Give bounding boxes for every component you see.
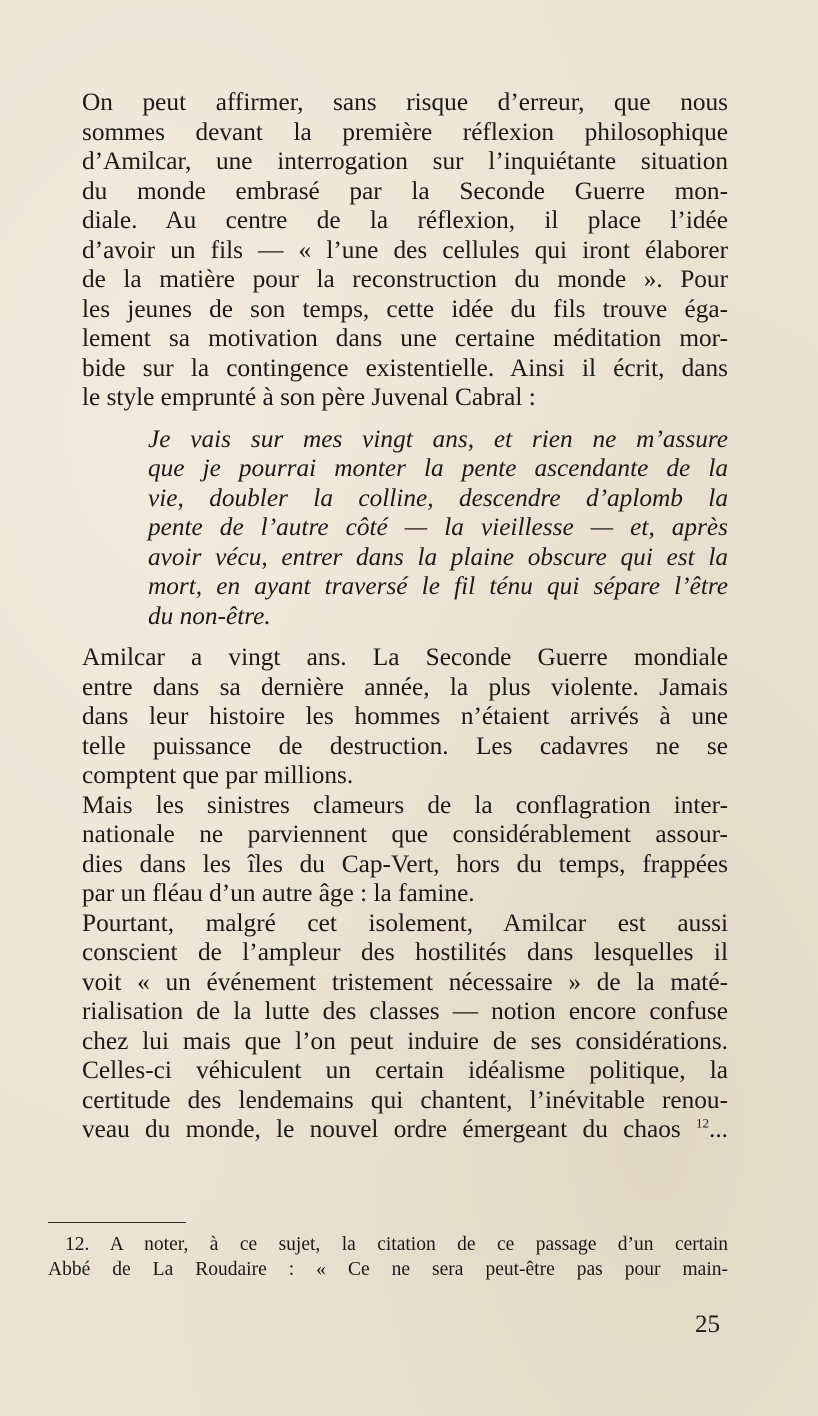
text-line-with-note [48, 1115, 728, 1145]
text-line: bide sur la contingence existentielle. Ainsi il écrit, dans [82, 353, 728, 382]
text-line: dies dans les îles du Cap-Vert, hors du temps, frappées [82, 849, 728, 878]
text-line: le style emprunté à son père Juvenal Cabral : [82, 383, 536, 411]
text-line: les jeunes de son temps, cette idée du fils trouve éga- [82, 294, 728, 323]
text-line: sommes devant la première réflexion philosophique [82, 117, 728, 146]
quote-line: avoir vécu, entrer dans la plaine obscure qui est la [148, 542, 728, 571]
text-line: de la matière pour la reconstruction du monde ». Pour [82, 265, 728, 293]
text-line: d’avoir un fils — « l’une des cellules qui iront élaborer [82, 235, 728, 264]
text-line: comptent que par millions. [82, 761, 354, 789]
text-fragment: veau du monde, le nouvel ordre émergeant du chaos [82, 1115, 681, 1143]
quote-line: du non-être. [148, 601, 271, 630]
text-line: du monde embrasé par la Seconde Guerre mon- [82, 176, 728, 205]
paragraph-4 [48, 909, 728, 1145]
page-number: 25 [695, 1311, 720, 1338]
text-line: Amilcar a vingt ans. La Seconde Guerre mondiale [82, 643, 728, 671]
footnote-reference: 12 [696, 1115, 710, 1131]
quote-line: que je pourrai monter la pente ascendante de la [148, 454, 728, 482]
footnote-line: 12. A noter, à ce sujet, la citation de ce passage d’un certain [65, 1234, 728, 1255]
text-line: Pourtant, malgré cet isolement, Amilcar est aussi [82, 908, 728, 937]
quote-line: Je vais sur mes vingt ans, et rien ne m’assure [148, 424, 728, 453]
text-line: chez lui mais que l’on peut induire de ses considérations. [82, 1026, 728, 1055]
paragraph-1 [48, 88, 728, 413]
ellipsis: ... [709, 1115, 728, 1143]
text-line: entre dans sa dernière année, la plus violente. Jamais [82, 672, 728, 701]
quote-line: vie, doubler la colline, descendre d’aplomb la [148, 483, 728, 512]
text-line: lement sa motivation dans une certaine méditation mor- [82, 324, 728, 352]
text-line: diale. Au centre de la réflexion, il place l’idée [82, 206, 728, 234]
paragraph-2 [48, 643, 728, 791]
quote-line: mort, en ayant traversé le fil ténu qui sépare l’être [148, 572, 728, 600]
paragraph-3 [48, 791, 728, 909]
footnote-separator [48, 1222, 186, 1223]
text-line: voit « un événement tristement nécessaire » de la maté- [82, 967, 728, 996]
text-line: telle puissance de destruction. Les cadavres ne se [82, 731, 728, 760]
text-line: Mais les sinistres clameurs de la conflagration inter- [82, 790, 728, 819]
text-line: On peut affirmer, sans risque d’erreur, que nous [82, 88, 728, 116]
block-quote [148, 425, 728, 632]
footnote-line: Abbé de La Roudaire : « Ce ne sera peut-être pas pour main- [48, 1259, 728, 1280]
text-line: rialisation de la lutte des classes — notion encore confuse [82, 997, 728, 1025]
text-line: conscient de l’ampleur des hostilités dans lesquelles il [82, 938, 728, 966]
text-line: dans leur histoire les hommes n’étaient arrivés à une [82, 702, 728, 730]
footnote [48, 1232, 728, 1282]
quote-line: pente de l’autre côté — la vieillesse — et, après [148, 513, 728, 541]
text-line: d’Amilcar, une interrogation sur l’inquiétante situation [82, 147, 728, 175]
main-text [48, 88, 728, 1145]
text-line: nationale ne parviennent que considérablement assour- [82, 820, 728, 848]
text-line: par un fléau d’un autre âge : la famine. [82, 879, 475, 907]
text-line: certitude des lendemains qui chantent, l’inévitable renou- [82, 1085, 728, 1114]
text-line: Celles-ci véhiculent un certain idéalisme politique, la [82, 1056, 728, 1084]
